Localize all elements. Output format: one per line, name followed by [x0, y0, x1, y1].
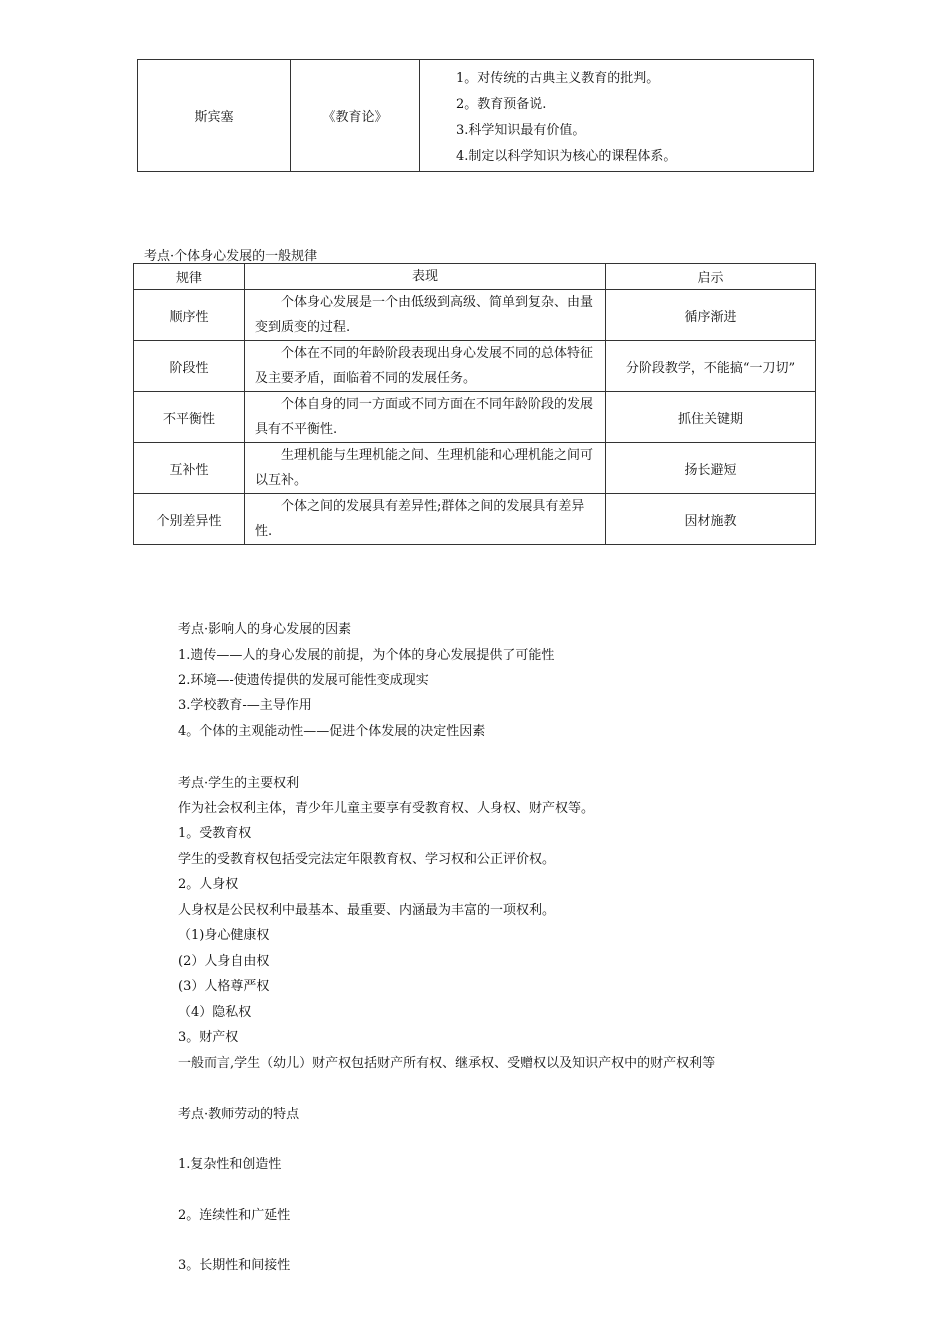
list-item: 3。财产权 — [178, 1030, 239, 1045]
desc-text: 生理机能与生理机能之间、生理机能和心理机能之间可以互补。 — [255, 448, 594, 488]
law-cell: 阶段性 — [134, 341, 245, 392]
desc-text: 个体在不同的年龄阶段表现出身心发展不同的总体特征及主要矛盾，面临着不同的发展任务。 — [255, 346, 594, 386]
hint-cell: 循序渐进 — [606, 290, 816, 341]
list-item: 3.学校教育-—主导作用 — [178, 698, 312, 713]
column-header: 规律 — [134, 264, 245, 290]
desc-text: 个体自身的同一方面或不同方面在不同年龄阶段的发展具有不平衡性. — [255, 397, 594, 437]
list-item: 1.遗传——人的身心发展的前提，为个体的身心发展提供了可能性 — [178, 648, 555, 663]
table-header-row — [134, 264, 816, 290]
desc-cell — [245, 290, 606, 341]
section-title: 考点·个体身心发展的一般规律 — [144, 249, 318, 264]
table-row — [134, 443, 816, 494]
desc-cell — [245, 494, 606, 545]
list-item: 3.科学知识最有价值。 — [456, 123, 586, 138]
desc-text: 个体身心发展是一个由低级到高级、简单到复杂、由量变到质变的过程. — [255, 295, 594, 335]
column-header: 启示 — [606, 264, 816, 290]
table-row — [134, 290, 816, 341]
list-item: 2。教育预备说. — [456, 97, 547, 112]
hint-cell: 抓住关键期 — [606, 392, 816, 443]
list-item: 1。对传统的古典主义教育的批判。 — [456, 71, 660, 86]
law-cell: 不平衡性 — [134, 392, 245, 443]
section-title: 考点·影响人的身心发展的因素 — [178, 622, 352, 637]
list-item: 1.复杂性和创造性 — [178, 1157, 282, 1172]
paragraph: 学生的受教育权包括受完法定年限教育权、学习权和公正评价权。 — [178, 852, 556, 867]
thinker-table — [137, 59, 814, 172]
list-item: 4.制定以科学知识为核心的课程体系。 — [456, 149, 677, 164]
desc-text: 个体之间的发展具有差异性;群体之间的发展具有差异性. — [255, 499, 585, 539]
list-item: (3）人格尊严权 — [178, 979, 270, 994]
paragraph: 人身权是公民权利中最基本、最重要、内涵最为丰富的一项权利。 — [178, 903, 556, 918]
thinker-points — [420, 60, 814, 172]
law-cell: 顺序性 — [134, 290, 245, 341]
list-item: （1)身心健康权 — [178, 928, 270, 943]
table-row — [138, 60, 814, 172]
list-item: 4。个体的主观能动性——促进个体发展的决定性因素 — [178, 724, 486, 739]
hint-cell: 分阶段教学，不能搞“一刀切” — [606, 341, 816, 392]
thinker-name: 斯宾塞 — [138, 60, 291, 172]
section-title: 考点·教师劳动的特点 — [178, 1107, 300, 1122]
section-title: 考点·学生的主要权利 — [178, 776, 300, 791]
desc-cell — [245, 392, 606, 443]
development-law-table — [133, 263, 816, 545]
list-item: (2）人身自由权 — [178, 954, 270, 969]
list-item: 2。连续性和广延性 — [178, 1208, 291, 1223]
list-item: 1。受教育权 — [178, 826, 252, 841]
list-item: 3。长期性和间接性 — [178, 1258, 291, 1273]
hint-cell: 扬长避短 — [606, 443, 816, 494]
desc-cell — [245, 341, 606, 392]
table-row — [134, 392, 816, 443]
paragraph: 一般而言,学生（幼儿）财产权包括财产所有权、继承权、受赠权以及知识产权中的财产权利等 — [178, 1056, 716, 1071]
paragraph: 作为社会权利主体，青少年儿童主要享有受教育权、人身权、财产权等。 — [178, 801, 595, 816]
column-header: 表现 — [245, 264, 606, 290]
table-row — [134, 494, 816, 545]
law-cell: 互补性 — [134, 443, 245, 494]
list-item: 2。人身权 — [178, 877, 239, 892]
thinker-work: 《教育论》 — [291, 60, 420, 172]
law-cell: 个别差异性 — [134, 494, 245, 545]
hint-cell: 因材施教 — [606, 494, 816, 545]
table-row — [134, 341, 816, 392]
list-item: （4）隐私权 — [178, 1005, 252, 1020]
list-item: 2.环境—-使遗传提供的发展可能性变成现实 — [178, 673, 429, 688]
desc-cell — [245, 443, 606, 494]
